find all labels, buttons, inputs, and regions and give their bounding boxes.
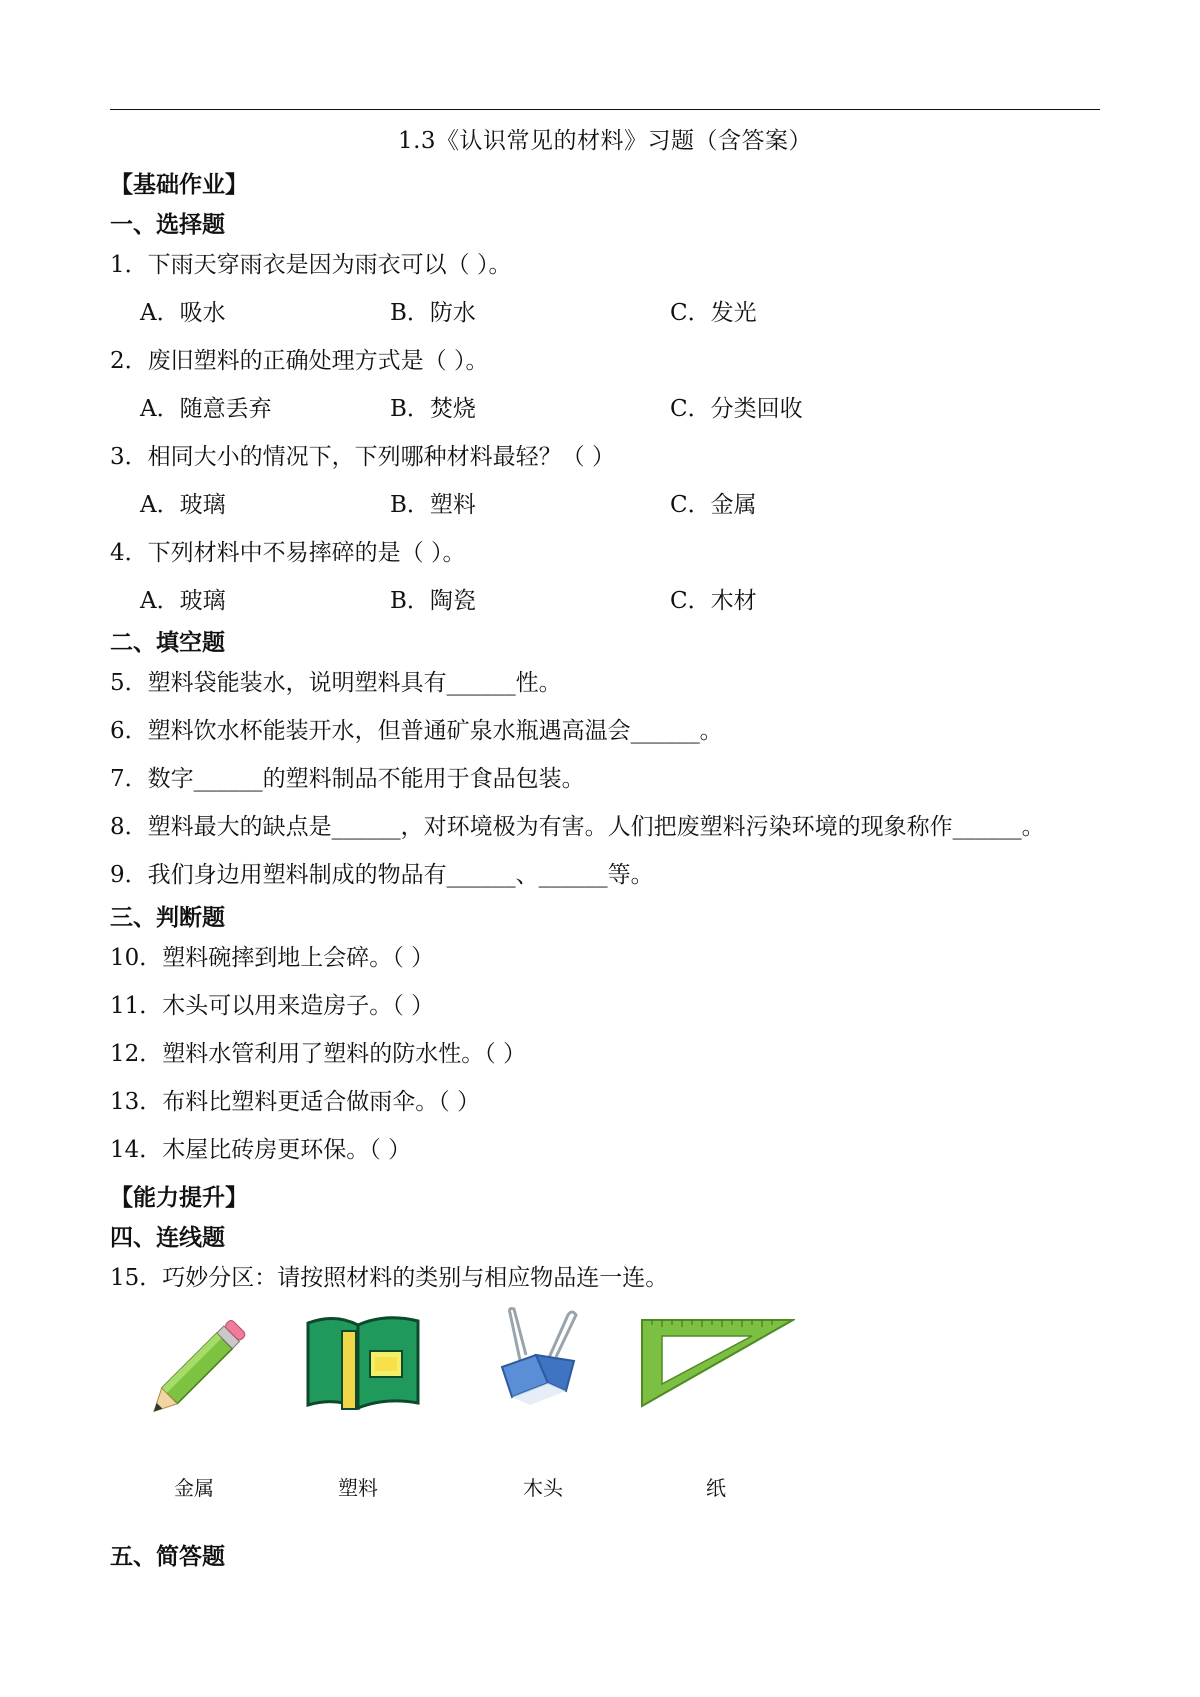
section-short-answer: 五、简答题	[110, 1544, 225, 1570]
pencil-icon	[145, 1305, 260, 1420]
header-rule	[110, 109, 1100, 110]
choice-4-option-a: A．玻璃	[140, 588, 226, 614]
judge-question-10: 10．塑料碗摔到地上会碎。（ ）	[110, 945, 435, 971]
fill-question-7: 7．数字______的塑料制品不能用于食品包装。	[110, 766, 585, 792]
section-advanced: 【能力提升】	[110, 1185, 248, 1211]
fill-question-9: 9．我们身边用塑料制成的物品有______、______等。	[110, 862, 654, 888]
book-icon	[300, 1313, 425, 1413]
choice-3-option-b: B．塑料	[390, 492, 476, 518]
page-title: 1.3《认识常见的材料》习题（含答案）	[397, 128, 813, 154]
label-wood: 木头	[523, 1476, 563, 1500]
fill-question-6: 6．塑料饮水杯能装开水，但普通矿泉水瓶遇高温会______。	[110, 718, 723, 744]
choice-3-option-a: A．玻璃	[140, 492, 226, 518]
section-judge: 三、判断题	[110, 905, 225, 931]
fill-question-8: 8．塑料最大的缺点是______，对环境极为有害。人们把废塑料污染环境的现象称作______。	[110, 814, 1045, 840]
label-metal: 金属	[174, 1476, 214, 1500]
label-plastic: 塑料	[338, 1476, 378, 1500]
choice-1-option-c: C．发光	[670, 300, 757, 326]
binder-clip-icon	[490, 1305, 590, 1415]
choice-4-option-b: B．陶瓷	[390, 588, 476, 614]
match-question-15: 15．巧妙分区：请按照材料的类别与相应物品连一连。	[110, 1265, 669, 1291]
choice-question-1: 1．下雨天穿雨衣是因为雨衣可以（ ）。	[110, 252, 512, 278]
section-match: 四、连线题	[110, 1225, 225, 1251]
fill-question-5: 5．塑料袋能装水，说明塑料具有______性。	[110, 670, 562, 696]
choice-question-4: 4．下列材料中不易摔碎的是（ ）。	[110, 540, 466, 566]
choice-4-option-c: C．木材	[670, 588, 757, 614]
choice-3-option-c: C．金属	[670, 492, 757, 518]
choice-question-3: 3．相同大小的情况下，下列哪种材料最轻？（ ）	[110, 444, 615, 470]
section-basic: 【基础作业】	[110, 172, 248, 198]
judge-question-14: 14．木屋比砖房更环保。（ ）	[110, 1137, 412, 1163]
judge-question-12: 12．塑料水管利用了塑料的防水性。（ ）	[110, 1041, 527, 1067]
judge-question-13: 13．布料比塑料更适合做雨伞。（ ）	[110, 1089, 481, 1115]
section-fill: 二、填空题	[110, 630, 225, 656]
choice-2-option-c: C．分类回收	[670, 396, 803, 422]
section-choice: 一、选择题	[110, 212, 225, 238]
judge-question-11: 11．木头可以用来造房子。（ ）	[110, 993, 435, 1019]
choice-2-option-a: A．随意丢弃	[140, 396, 272, 422]
choice-1-option-b: B．防水	[390, 300, 476, 326]
choice-1-option-a: A．吸水	[140, 300, 226, 326]
set-square-icon	[640, 1318, 795, 1408]
choice-question-2: 2．废旧塑料的正确处理方式是（ ）。	[110, 348, 489, 374]
label-paper: 纸	[706, 1476, 726, 1500]
choice-2-option-b: B．焚烧	[390, 396, 476, 422]
